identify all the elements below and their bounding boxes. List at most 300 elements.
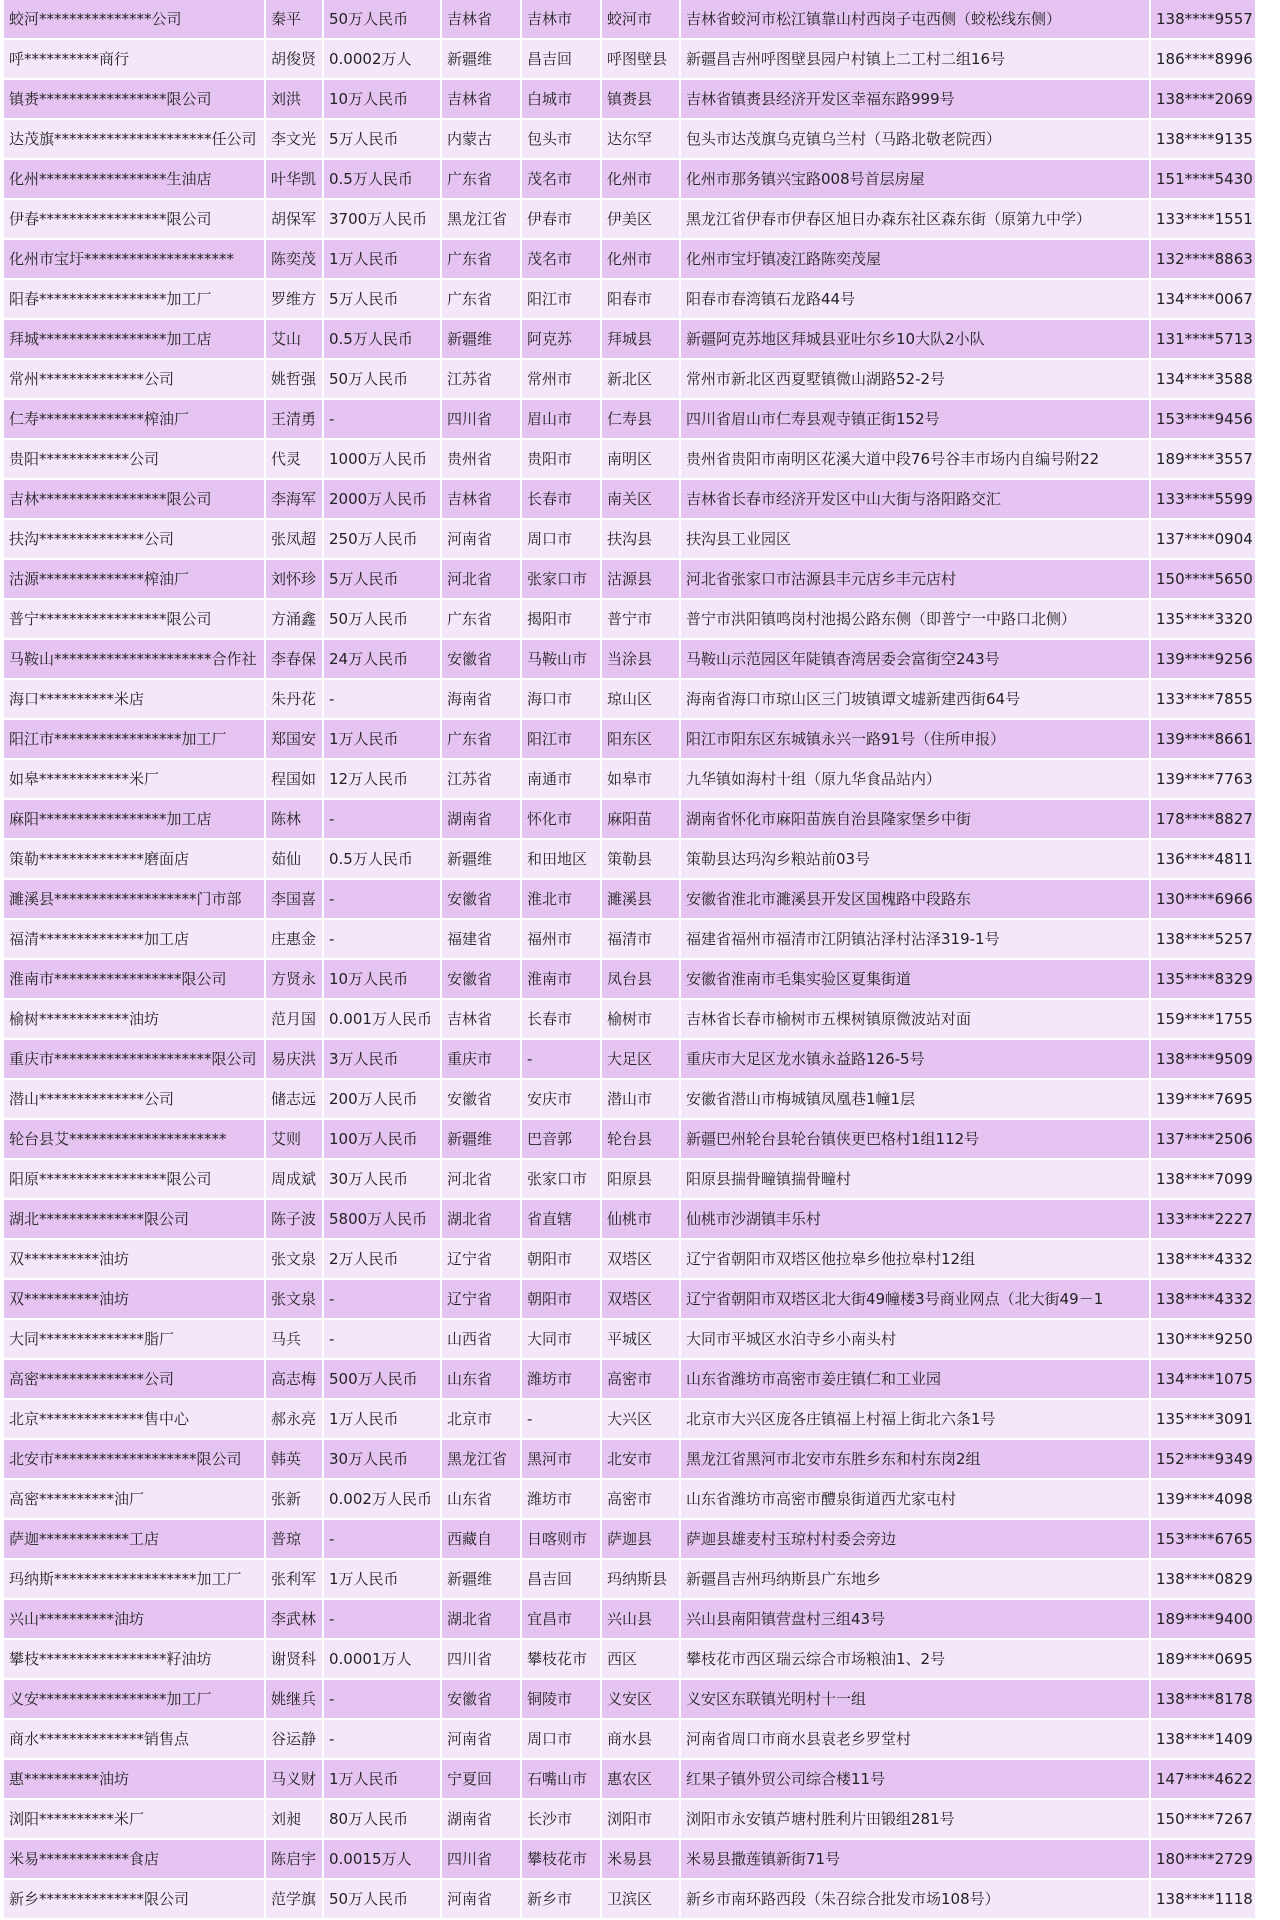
province-cell: 海南省 xyxy=(442,680,522,720)
city-cell: 朝阳市 xyxy=(522,1240,602,1280)
registered-capital-cell: - xyxy=(324,1600,442,1640)
company-name-cell: 镇赉*****************限公司 xyxy=(4,80,266,120)
province-cell: 西藏自 xyxy=(442,1520,522,1560)
legal-rep-cell: 王清勇 xyxy=(266,400,324,440)
phone-cell: 138****2069 xyxy=(1151,80,1257,120)
legal-rep-cell: 刘怀珍 xyxy=(266,560,324,600)
phone-cell: 138****8178 xyxy=(1151,1680,1257,1720)
district-cell: 北安市 xyxy=(602,1440,681,1480)
province-cell: 贵州省 xyxy=(442,440,522,480)
table-row xyxy=(4,1480,1257,1520)
province-cell: 河南省 xyxy=(442,520,522,560)
district-cell: 大兴区 xyxy=(602,1400,681,1440)
company-name-cell: 阳原*****************限公司 xyxy=(4,1160,266,1200)
city-cell: 阳江市 xyxy=(522,280,602,320)
city-cell: 福州市 xyxy=(522,920,602,960)
table-row xyxy=(4,1400,1257,1440)
district-cell: 高密市 xyxy=(602,1480,681,1520)
address-cell: 重庆市大足区龙水镇永益路126-5号 xyxy=(681,1040,1151,1080)
company-name-cell: 轮台县艾********************* xyxy=(4,1120,266,1160)
phone-cell: 189****3557 xyxy=(1151,440,1257,480)
legal-rep-cell: 叶华凯 xyxy=(266,160,324,200)
province-cell: 安徽省 xyxy=(442,1680,522,1720)
company-name-cell: 策勒**************磨面店 xyxy=(4,840,266,880)
legal-rep-cell: 谢贤科 xyxy=(266,1640,324,1680)
legal-rep-cell: 姚继兵 xyxy=(266,1680,324,1720)
province-cell: 安徽省 xyxy=(442,640,522,680)
district-cell: 拜城县 xyxy=(602,320,681,360)
legal-rep-cell: 胡保军 xyxy=(266,200,324,240)
address-cell: 福建省福州市福清市江阴镇沾泽村沾泽319-1号 xyxy=(681,920,1151,960)
address-cell: 河北省张家口市沽源县丰元店乡丰元店村 xyxy=(681,560,1151,600)
city-cell: 铜陵市 xyxy=(522,1680,602,1720)
legal-rep-cell: 郑国安 xyxy=(266,720,324,760)
registered-capital-cell: - xyxy=(324,1320,442,1360)
province-cell: 北京市 xyxy=(442,1400,522,1440)
company-name-cell: 吉林*****************限公司 xyxy=(4,480,266,520)
legal-rep-cell: 陈林 xyxy=(266,800,324,840)
registered-capital-cell: 1万人民币 xyxy=(324,1400,442,1440)
table-row xyxy=(4,600,1257,640)
table-row xyxy=(4,800,1257,840)
table-row xyxy=(4,1160,1257,1200)
legal-rep-cell: 罗维方 xyxy=(266,280,324,320)
table-row xyxy=(4,160,1257,200)
district-cell: 化州市 xyxy=(602,240,681,280)
phone-cell: 139****7695 xyxy=(1151,1080,1257,1120)
legal-rep-cell: 刘洪 xyxy=(266,80,324,120)
city-cell: 和田地区 xyxy=(522,840,602,880)
registered-capital-cell: 1万人民币 xyxy=(324,720,442,760)
city-cell: 淮南市 xyxy=(522,960,602,1000)
company-name-cell: 北安市*******************限公司 xyxy=(4,1440,266,1480)
province-cell: 黑龙江省 xyxy=(442,1440,522,1480)
company-name-cell: 如皋************米厂 xyxy=(4,760,266,800)
city-cell: 淮北市 xyxy=(522,880,602,920)
address-cell: 山东省潍坊市高密市姜庄镇仁和工业园 xyxy=(681,1360,1151,1400)
registered-capital-cell: 5万人民币 xyxy=(324,280,442,320)
phone-cell: 178****8827 xyxy=(1151,800,1257,840)
phone-cell: 138****1118 xyxy=(1151,1880,1257,1920)
province-cell: 辽宁省 xyxy=(442,1280,522,1320)
company-name-cell: 潜山**************公司 xyxy=(4,1080,266,1120)
province-cell: 湖南省 xyxy=(442,1800,522,1840)
province-cell: 山东省 xyxy=(442,1360,522,1400)
table-row xyxy=(4,1560,1257,1600)
company-name-cell: 攀枝*****************籽油坊 xyxy=(4,1640,266,1680)
city-cell: 昌吉回 xyxy=(522,1560,602,1600)
registered-capital-cell: 100万人民币 xyxy=(324,1120,442,1160)
registered-capital-cell: 500万人民币 xyxy=(324,1360,442,1400)
table-row xyxy=(4,1800,1257,1840)
registered-capital-cell: 50万人民币 xyxy=(324,0,442,40)
address-cell: 辽宁省朝阳市双塔区北大街49幢楼3号商业网点（北大街49－1 xyxy=(681,1280,1151,1320)
company-name-cell: 贵阳************公司 xyxy=(4,440,266,480)
province-cell: 四川省 xyxy=(442,1640,522,1680)
registered-capital-cell: 0.5万人民币 xyxy=(324,160,442,200)
city-cell: 周口市 xyxy=(522,520,602,560)
city-cell: 巴音郭 xyxy=(522,1120,602,1160)
address-cell: 阳原县揣骨疃镇揣骨疃村 xyxy=(681,1160,1151,1200)
province-cell: 福建省 xyxy=(442,920,522,960)
phone-cell: 147****4622 xyxy=(1151,1760,1257,1800)
company-name-cell: 浏阳**********米厂 xyxy=(4,1800,266,1840)
district-cell: 化州市 xyxy=(602,160,681,200)
district-cell: 琼山区 xyxy=(602,680,681,720)
registered-capital-cell: 0.002万人民币 xyxy=(324,1480,442,1520)
city-cell: 省直辖 xyxy=(522,1200,602,1240)
city-cell: - xyxy=(522,1400,602,1440)
registered-capital-cell: 5万人民币 xyxy=(324,120,442,160)
company-name-cell: 榆树************油坊 xyxy=(4,1000,266,1040)
company-name-cell: 双**********油坊 xyxy=(4,1240,266,1280)
district-cell: 玛纳斯县 xyxy=(602,1560,681,1600)
district-cell: 沽源县 xyxy=(602,560,681,600)
address-cell: 湖南省怀化市麻阳苗族自治县隆家堡乡中街 xyxy=(681,800,1151,840)
province-cell: 内蒙古 xyxy=(442,120,522,160)
table-row xyxy=(4,1440,1257,1480)
address-cell: 新疆阿克苏地区拜城县亚吐尔乡10大队2小队 xyxy=(681,320,1151,360)
district-cell: 卫滨区 xyxy=(602,1880,681,1920)
company-name-cell: 兴山**********油坊 xyxy=(4,1600,266,1640)
phone-cell: 150****7267 xyxy=(1151,1800,1257,1840)
table-row xyxy=(4,280,1257,320)
city-cell: 南通市 xyxy=(522,760,602,800)
address-cell: 普宁市洪阳镇鸣岗村池揭公路东侧（即普宁一中路口北侧） xyxy=(681,600,1151,640)
phone-cell: 134****1075 xyxy=(1151,1360,1257,1400)
legal-rep-cell: 李国喜 xyxy=(266,880,324,920)
company-name-cell: 商水**************销售点 xyxy=(4,1720,266,1760)
district-cell: 福清市 xyxy=(602,920,681,960)
table-row xyxy=(4,1760,1257,1800)
phone-cell: 133****7855 xyxy=(1151,680,1257,720)
table-row xyxy=(4,320,1257,360)
city-cell: 阳江市 xyxy=(522,720,602,760)
registered-capital-cell: - xyxy=(324,1680,442,1720)
province-cell: 广东省 xyxy=(442,160,522,200)
company-name-cell: 常州**************公司 xyxy=(4,360,266,400)
phone-cell: 136****4811 xyxy=(1151,840,1257,880)
province-cell: 河南省 xyxy=(442,1720,522,1760)
address-cell: 黑龙江省伊春市伊春区旭日办森东社区森东街（原第九中学） xyxy=(681,200,1151,240)
phone-cell: 152****9349 xyxy=(1151,1440,1257,1480)
legal-rep-cell: 李文光 xyxy=(266,120,324,160)
district-cell: 平城区 xyxy=(602,1320,681,1360)
company-name-cell: 阳江市*****************加工厂 xyxy=(4,720,266,760)
registered-capital-cell: 50万人民币 xyxy=(324,360,442,400)
city-cell: 张家口市 xyxy=(522,560,602,600)
table-row xyxy=(4,1880,1257,1920)
city-cell: - xyxy=(522,1040,602,1080)
legal-rep-cell: 张利军 xyxy=(266,1560,324,1600)
province-cell: 黑龙江省 xyxy=(442,200,522,240)
company-name-cell: 萨迦************工店 xyxy=(4,1520,266,1560)
province-cell: 广东省 xyxy=(442,720,522,760)
district-cell: 当涂县 xyxy=(602,640,681,680)
table-row xyxy=(4,840,1257,880)
registered-capital-cell: 5万人民币 xyxy=(324,560,442,600)
company-name-cell: 扶沟**************公司 xyxy=(4,520,266,560)
district-cell: 高密市 xyxy=(602,1360,681,1400)
company-name-cell: 濉溪县*******************门市部 xyxy=(4,880,266,920)
district-cell: 仙桃市 xyxy=(602,1200,681,1240)
registered-capital-cell: 24万人民币 xyxy=(324,640,442,680)
province-cell: 山东省 xyxy=(442,1480,522,1520)
legal-rep-cell: 张文泉 xyxy=(266,1280,324,1320)
registered-capital-cell: 50万人民币 xyxy=(324,600,442,640)
legal-rep-cell: 陈启宇 xyxy=(266,1840,324,1880)
table-row xyxy=(4,1680,1257,1720)
registered-capital-cell: 10万人民币 xyxy=(324,80,442,120)
province-cell: 辽宁省 xyxy=(442,1240,522,1280)
district-cell: 濉溪县 xyxy=(602,880,681,920)
legal-rep-cell: 朱丹花 xyxy=(266,680,324,720)
company-name-cell: 米易************食店 xyxy=(4,1840,266,1880)
phone-cell: 138****1409 xyxy=(1151,1720,1257,1760)
address-cell: 阳江市阳东区东城镇永兴一路91号（住所申报） xyxy=(681,720,1151,760)
district-cell: 西区 xyxy=(602,1640,681,1680)
legal-rep-cell: 李春保 xyxy=(266,640,324,680)
phone-cell: 135****3091 xyxy=(1151,1400,1257,1440)
district-cell: 阳东区 xyxy=(602,720,681,760)
province-cell: 新疆维 xyxy=(442,40,522,80)
registered-capital-cell: 0.0015万人 xyxy=(324,1840,442,1880)
phone-cell: 138****4332 xyxy=(1151,1240,1257,1280)
address-cell: 安徽省淮南市毛集实验区夏集街道 xyxy=(681,960,1151,1000)
phone-cell: 186****8996 xyxy=(1151,40,1257,80)
company-name-cell: 义安*****************加工厂 xyxy=(4,1680,266,1720)
table-row xyxy=(4,80,1257,120)
registered-capital-cell: 2万人民币 xyxy=(324,1240,442,1280)
table-row xyxy=(4,1280,1257,1320)
company-name-cell: 新乡**************限公司 xyxy=(4,1880,266,1920)
table-row xyxy=(4,680,1257,720)
district-cell: 镇赉县 xyxy=(602,80,681,120)
district-cell: 蛟河市 xyxy=(602,0,681,40)
city-cell: 常州市 xyxy=(522,360,602,400)
table-row xyxy=(4,1520,1257,1560)
legal-rep-cell: 郝永亮 xyxy=(266,1400,324,1440)
registered-capital-cell: 30万人民币 xyxy=(324,1440,442,1480)
district-cell: 轮台县 xyxy=(602,1120,681,1160)
city-cell: 海口市 xyxy=(522,680,602,720)
address-cell: 海南省海口市琼山区三门坡镇谭文墟新建西街64号 xyxy=(681,680,1151,720)
table-row xyxy=(4,960,1257,1000)
province-cell: 河北省 xyxy=(442,560,522,600)
company-name-cell: 伊春*****************限公司 xyxy=(4,200,266,240)
province-cell: 河北省 xyxy=(442,1160,522,1200)
phone-cell: 189****0695 xyxy=(1151,1640,1257,1680)
table-row xyxy=(4,400,1257,440)
province-cell: 吉林省 xyxy=(442,480,522,520)
registered-capital-cell: 50万人民币 xyxy=(324,1880,442,1920)
registered-capital-cell: 0.0001万人 xyxy=(324,1640,442,1680)
province-cell: 吉林省 xyxy=(442,1000,522,1040)
phone-cell: 189****9400 xyxy=(1151,1600,1257,1640)
registered-capital-cell: - xyxy=(324,1280,442,1320)
legal-rep-cell: 刘昶 xyxy=(266,1800,324,1840)
legal-rep-cell: 李武林 xyxy=(266,1600,324,1640)
address-cell: 米易县撒莲镇新街71号 xyxy=(681,1840,1151,1880)
address-cell: 吉林省蛟河市松江镇靠山村西岗子屯西侧（蛟松线东侧） xyxy=(681,0,1151,40)
address-cell: 黑龙江省黑河市北安市东胜乡东和村东岗2组 xyxy=(681,1440,1151,1480)
registered-capital-cell: 5800万人民币 xyxy=(324,1200,442,1240)
city-cell: 攀枝花市 xyxy=(522,1840,602,1880)
address-cell: 新疆巴州轮台县轮台镇侠更巴格村1组112号 xyxy=(681,1120,1151,1160)
province-cell: 新疆维 xyxy=(442,1120,522,1160)
phone-cell: 153****6765 xyxy=(1151,1520,1257,1560)
district-cell: 双塔区 xyxy=(602,1280,681,1320)
province-cell: 广东省 xyxy=(442,600,522,640)
table-row xyxy=(4,40,1257,80)
province-cell: 新疆维 xyxy=(442,320,522,360)
city-cell: 攀枝花市 xyxy=(522,1640,602,1680)
table-row xyxy=(4,1640,1257,1680)
district-cell: 南明区 xyxy=(602,440,681,480)
city-cell: 茂名市 xyxy=(522,160,602,200)
city-cell: 石嘴山市 xyxy=(522,1760,602,1800)
address-cell: 吉林省长春市经济开发区中山大街与洛阳路交汇 xyxy=(681,480,1151,520)
legal-rep-cell: 姚哲强 xyxy=(266,360,324,400)
phone-cell: 133****2227 xyxy=(1151,1200,1257,1240)
address-cell: 化州市宝圩镇凌江路陈奕茂屋 xyxy=(681,240,1151,280)
legal-rep-cell: 张凤超 xyxy=(266,520,324,560)
province-cell: 广东省 xyxy=(442,280,522,320)
city-cell: 眉山市 xyxy=(522,400,602,440)
company-name-cell: 达茂旗*********************任公司 xyxy=(4,120,266,160)
registered-capital-cell: 0.0002万人 xyxy=(324,40,442,80)
table-row xyxy=(4,560,1257,600)
company-name-cell: 蛟河***************公司 xyxy=(4,0,266,40)
company-name-cell: 化州市宝圩******************** xyxy=(4,240,266,280)
legal-rep-cell: 周成斌 xyxy=(266,1160,324,1200)
legal-rep-cell: 韩英 xyxy=(266,1440,324,1480)
registered-capital-cell: 0.001万人民币 xyxy=(324,1000,442,1040)
city-cell: 日喀则市 xyxy=(522,1520,602,1560)
company-name-cell: 湖北**************限公司 xyxy=(4,1200,266,1240)
phone-cell: 138****7099 xyxy=(1151,1160,1257,1200)
province-cell: 宁夏回 xyxy=(442,1760,522,1800)
province-cell: 河南省 xyxy=(442,1880,522,1920)
table-row xyxy=(4,120,1257,160)
table-row xyxy=(4,1040,1257,1080)
legal-rep-cell: 艾则 xyxy=(266,1120,324,1160)
phone-cell: 139****9256 xyxy=(1151,640,1257,680)
legal-rep-cell: 储志远 xyxy=(266,1080,324,1120)
district-cell: 策勒县 xyxy=(602,840,681,880)
address-cell: 贵州省贵阳市南明区花溪大道中段76号谷丰市场内自编号附22 xyxy=(681,440,1151,480)
company-name-cell: 高密**************公司 xyxy=(4,1360,266,1400)
city-cell: 怀化市 xyxy=(522,800,602,840)
registered-capital-cell: - xyxy=(324,880,442,920)
city-cell: 新乡市 xyxy=(522,1880,602,1920)
province-cell: 重庆市 xyxy=(442,1040,522,1080)
address-cell: 化州市那务镇兴宝路008号首层房屋 xyxy=(681,160,1151,200)
company-name-cell: 惠**********油坊 xyxy=(4,1760,266,1800)
legal-rep-cell: 普琼 xyxy=(266,1520,324,1560)
registered-capital-cell: 250万人民币 xyxy=(324,520,442,560)
address-cell: 大同市平城区水泊寺乡小南头村 xyxy=(681,1320,1151,1360)
phone-cell: 133****5599 xyxy=(1151,480,1257,520)
city-cell: 大同市 xyxy=(522,1320,602,1360)
company-name-cell: 福清**************加工店 xyxy=(4,920,266,960)
table-row xyxy=(4,240,1257,280)
address-cell: 安徽省淮北市濉溪县开发区国槐路中段路东 xyxy=(681,880,1151,920)
registered-capital-cell: - xyxy=(324,920,442,960)
phone-cell: 138****9509 xyxy=(1151,1040,1257,1080)
city-cell: 吉林市 xyxy=(522,0,602,40)
district-cell: 新北区 xyxy=(602,360,681,400)
address-cell: 扶沟县工业园区 xyxy=(681,520,1151,560)
address-cell: 吉林省长春市榆树市五棵树镇原微波站对面 xyxy=(681,1000,1151,1040)
legal-rep-cell: 马兵 xyxy=(266,1320,324,1360)
legal-rep-cell: 庄惠金 xyxy=(266,920,324,960)
legal-rep-cell: 李海军 xyxy=(266,480,324,520)
address-cell: 山东省潍坊市高密市醴泉街道西尤家屯村 xyxy=(681,1480,1151,1520)
address-cell: 安徽省潜山市梅城镇凤凰巷1幢1层 xyxy=(681,1080,1151,1120)
address-cell: 新疆昌吉州呼图壁县园户村镇上二工村二组16号 xyxy=(681,40,1151,80)
company-name-cell: 普宁*****************限公司 xyxy=(4,600,266,640)
legal-rep-cell: 胡俊贤 xyxy=(266,40,324,80)
district-cell: 如皋市 xyxy=(602,760,681,800)
table-row xyxy=(4,1600,1257,1640)
table-row xyxy=(4,0,1257,40)
registered-capital-cell: 0.5万人民币 xyxy=(324,320,442,360)
address-cell: 辽宁省朝阳市双塔区他拉皋乡他拉皋村12组 xyxy=(681,1240,1151,1280)
registered-capital-cell: 1万人民币 xyxy=(324,1760,442,1800)
legal-rep-cell: 陈子波 xyxy=(266,1200,324,1240)
table-row xyxy=(4,480,1257,520)
registered-capital-cell: 200万人民币 xyxy=(324,1080,442,1120)
table-row xyxy=(4,520,1257,560)
company-name-cell: 北京**************售中心 xyxy=(4,1400,266,1440)
table-row xyxy=(4,1200,1257,1240)
registered-capital-cell: 30万人民币 xyxy=(324,1160,442,1200)
company-name-cell: 双**********油坊 xyxy=(4,1280,266,1320)
company-name-cell: 拜城*****************加工店 xyxy=(4,320,266,360)
table-row xyxy=(4,1240,1257,1280)
registered-capital-cell: - xyxy=(324,1520,442,1560)
district-cell: 义安区 xyxy=(602,1680,681,1720)
province-cell: 四川省 xyxy=(442,400,522,440)
address-cell: 新乡市南环路西段（朱召综合批发市场108号） xyxy=(681,1880,1151,1920)
district-cell: 伊美区 xyxy=(602,200,681,240)
district-cell: 阳原县 xyxy=(602,1160,681,1200)
company-name-cell: 麻阳*****************加工店 xyxy=(4,800,266,840)
phone-cell: 159****1755 xyxy=(1151,1000,1257,1040)
city-cell: 黑河市 xyxy=(522,1440,602,1480)
city-cell: 朝阳市 xyxy=(522,1280,602,1320)
company-name-cell: 玛纳斯*******************加工厂 xyxy=(4,1560,266,1600)
table-row xyxy=(4,200,1257,240)
registered-capital-cell: 1万人民币 xyxy=(324,1560,442,1600)
phone-cell: 135****8329 xyxy=(1151,960,1257,1000)
phone-cell: 153****9456 xyxy=(1151,400,1257,440)
legal-rep-cell: 易庆洪 xyxy=(266,1040,324,1080)
province-cell: 安徽省 xyxy=(442,1080,522,1120)
phone-cell: 151****5430 xyxy=(1151,160,1257,200)
city-cell: 潍坊市 xyxy=(522,1480,602,1520)
city-cell: 长春市 xyxy=(522,480,602,520)
legal-rep-cell: 方贤永 xyxy=(266,960,324,1000)
phone-cell: 138****4332 xyxy=(1151,1280,1257,1320)
city-cell: 安庆市 xyxy=(522,1080,602,1120)
city-cell: 昌吉回 xyxy=(522,40,602,80)
province-cell: 安徽省 xyxy=(442,880,522,920)
city-cell: 周口市 xyxy=(522,1720,602,1760)
city-cell: 潍坊市 xyxy=(522,1360,602,1400)
phone-cell: 137****0904 xyxy=(1151,520,1257,560)
